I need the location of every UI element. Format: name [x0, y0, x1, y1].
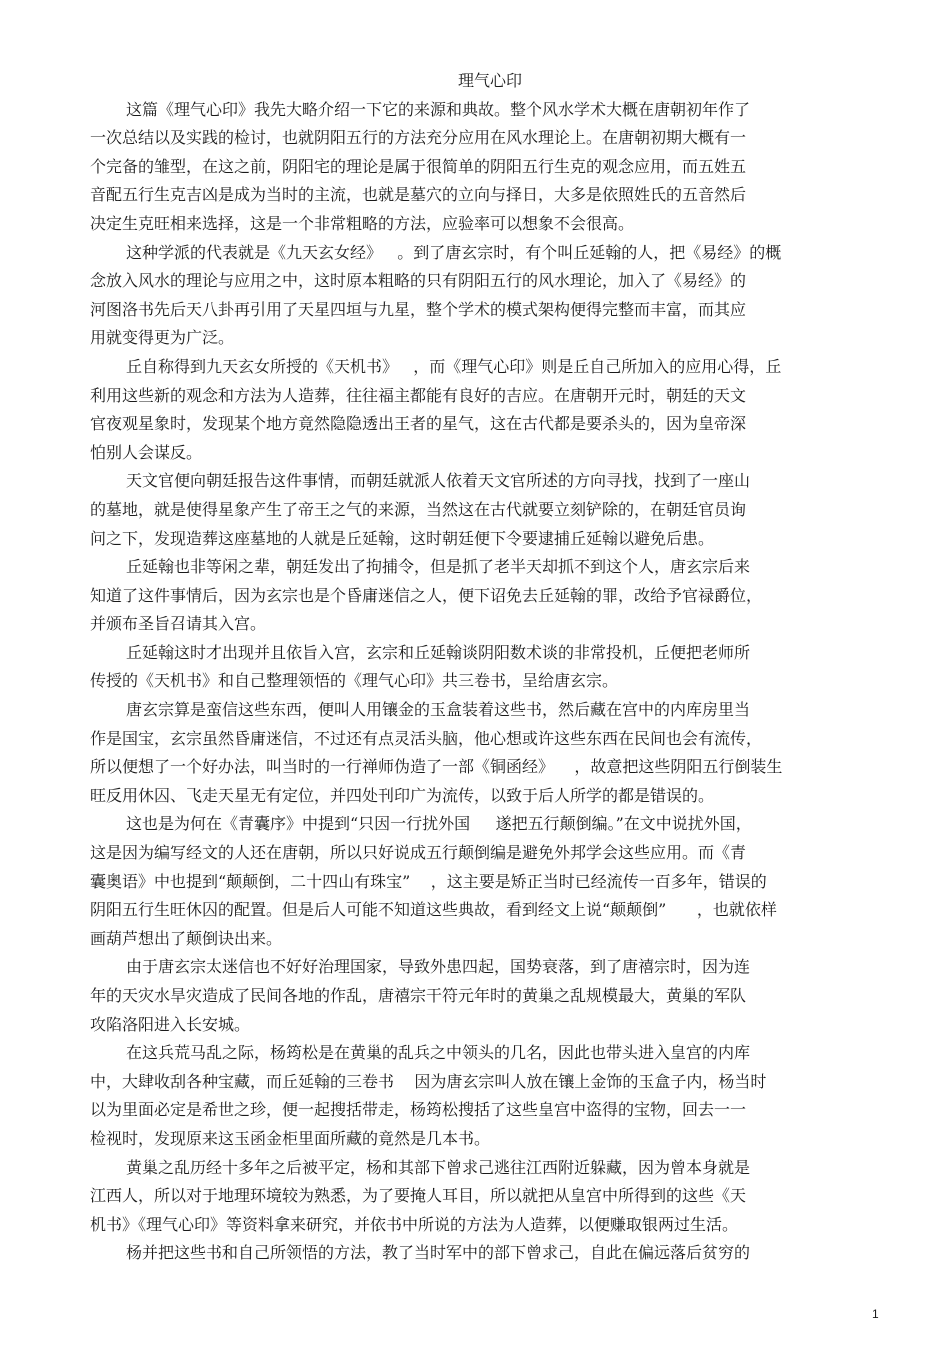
- text-line: 囊奥语》中也提到“颠颠倒，二十四山有珠宝” ，这主要是矫正当时已经流传一百多年，错误的: [90, 871, 767, 891]
- text-line: 由于唐玄宗太迷信也不好好治理国家，导致外患四起，国势衰落，到了唐禧宗时，因为连: [126, 957, 751, 977]
- text-line: 利用这些新的观念和方法为人造葬，往往福主都能有良好的吉应。在唐朝开元时，朝廷的天文: [90, 385, 747, 405]
- text-line: 一次总结以及实践的检讨，也就阴阳五行的方法充分应用在风水理论上。在唐朝初期大概有一: [90, 128, 747, 148]
- document-body: [90, 96, 890, 1268]
- paragraph: [90, 467, 890, 553]
- text-line: 机书》《理气心印》等资料拿来研究，并依书中所说的方法为人造葬，以便赚取银两过生活。: [90, 1214, 739, 1234]
- text-line: 黄巢之乱历经十多年之后被平定，杨和其部下曾求己逃往江西附近躲藏，因为曾本身就是: [126, 1157, 751, 1177]
- text-line: 年的天灾水旱灾造成了民间各地的作乱，唐禧宗干符元年时的黄巢之乱规模最大，黄巢的军队: [90, 986, 747, 1005]
- text-line: 知道了这件事情后，因为玄宗也是个昏庸迷信之人，便下诏免去丘延翰的罪，改给予官禄爵位，: [90, 585, 763, 605]
- text-line: 阴阳五行生旺休囚的配置。但是后人可能不知道这些典故，看到经文上说“颠颠倒” ，也就依样: [90, 900, 777, 920]
- page-number: 1: [872, 1307, 879, 1321]
- text-line: 念放入风水的理论与应用之中，这时原本粗略的只有阴阳五行的风水理论，加入了《易经》的: [90, 271, 747, 291]
- paragraph: [90, 96, 890, 239]
- text-line: 怕别人会谋反。: [90, 442, 203, 462]
- paragraph: [90, 639, 890, 696]
- paragraph: [90, 553, 890, 639]
- paragraph: [90, 1154, 890, 1240]
- text-line: 中，大肆收刮各种宝藏，而丘延翰的三卷书 因为唐玄宗叫人放在镶上金饰的玉盒子内，杨当时: [90, 1071, 767, 1091]
- text-line: 音配五行生克吉凶是成为当时的主流，也就是墓穴的立向与择日，大多是依照姓氏的五音然后: [90, 185, 747, 205]
- paragraph: [90, 239, 890, 353]
- text-line: 所以便想了一个好办法，叫当时的一行禅师伪造了一部《铜函经》 ，故意把这些阴阳五行倒装生: [90, 757, 783, 777]
- text-line: 画葫芦想出了颠倒诀出来。: [90, 928, 283, 948]
- text-line: 官夜观星象时，发现某个地方竟然隐隐透出王者的星气，这在古代都是要杀头的，因为皇帝深: [90, 414, 747, 434]
- paragraph: [90, 810, 890, 953]
- paragraph: [90, 353, 890, 467]
- text-line: 这是因为编写经文的人还在唐朝，所以只好说成五行颠倒编是避免外邦学会这些应用。而《青: [90, 843, 747, 863]
- text-line: 这也是为何在《青囊序》中提到“只因一行扰外国 遂把五行颠倒编。”在文中说扰外国，: [126, 814, 752, 834]
- text-line: 唐玄宗算是蛮信这些东西，便叫人用镶金的玉盒装着这些书，然后藏在宫中的内库房里当: [126, 700, 751, 720]
- text-line: 这篇《理气心印》我先大略介绍一下它的来源和典故。整个风水学术大概在唐朝初年作了: [126, 99, 751, 119]
- paragraph: [90, 1039, 890, 1153]
- text-line: 决定生克旺相来选择，这是一个非常粗略的方法，应验率可以想象不会很高。: [90, 213, 635, 233]
- text-line: 丘延翰也非等闲之辈，朝廷发出了拘捕令，但是抓了老半天却抓不到这个人，唐玄宗后来: [126, 557, 751, 577]
- text-line: 传授的《天机书》和自己整理领悟的《理气心印》共三卷书，呈给唐玄宗。: [90, 671, 619, 691]
- text-line: 河图洛书先后天八卦再引用了天星四垣与九星，整个学术的模式架构便得完整而丰富，而其应: [90, 299, 747, 319]
- document-page: [90, 67, 890, 1268]
- text-line: 在这兵荒马乱之际，杨筠松是在黄巢的乱兵之中领头的几名，因此也带头进入皇宫的内库: [126, 1043, 751, 1063]
- text-line: 以为里面必定是希世之珍，便一起搜括带走，杨筠松搜括了这些皇宫中盗得的宝物，回去一一: [90, 1100, 747, 1120]
- text-line: 个完备的雏型，在这之前，阴阳宅的理论是属于很简单的阴阳五行生克的观念应用，而五姓五: [90, 156, 747, 176]
- text-line: 杨并把这些书和自己所领悟的方法，教了当时军中的部下曾求己，自此在偏远落后贫穷的: [126, 1243, 751, 1263]
- text-line: 江西人，所以对于地理环境较为熟悉，为了要掩人耳目，所以就把从皇宫中所得到的这些《天: [90, 1186, 747, 1206]
- paragraph: [90, 696, 890, 810]
- text-line: 作是国宝，玄宗虽然昏庸迷信，不过还有点灵活头脑，他心想或许这些东西在民间也会有流传，: [90, 728, 763, 748]
- text-line: 并颁布圣旨召请其入宫。: [90, 614, 267, 634]
- paragraph: [90, 953, 890, 1039]
- text-line: 丘延翰这时才出现并且依旨入宫，玄宗和丘延翰谈阴阳数术谈的非常投机，丘便把老师所: [126, 642, 751, 662]
- text-line: 问之下，发现造葬这座墓地的人就是丘延翰，这时朝廷便下令要逮捕丘延翰以避免后患。: [90, 528, 715, 548]
- text-line: 检视时，发现原来这玉函金柜里面所藏的竟然是几本书。: [90, 1128, 491, 1148]
- document-title: 理气心印: [457, 71, 522, 90]
- text-line: 这种学派的代表就是《九天玄女经》 。到了唐玄宗时，有个叫丘延翰的人，把《易经》的概: [126, 242, 782, 262]
- text-line: 旺反用休囚、飞走天星无有定位，并四处刊印广为流传，以致于后人所学的都是错误的。: [90, 785, 715, 805]
- paragraph: [90, 1239, 890, 1268]
- text-line: 攻陷洛阳进入长安城。: [90, 1014, 251, 1034]
- text-line: 天文官便向朝廷报告这件事情，而朝廷就派人依着天文官所述的方向寻找，找到了一座山: [126, 471, 751, 491]
- text-line: 的墓地，就是使得星象产生了帝王之气的来源，当然这在古代就要立刻铲除的，在朝廷官员询: [90, 499, 747, 519]
- text-line: 丘自称得到九天玄女所授的《天机书》 ，而《理气心印》则是丘自己所加入的应用心得，丘: [126, 356, 782, 376]
- text-line: 用就变得更为广泛。: [90, 328, 235, 348]
